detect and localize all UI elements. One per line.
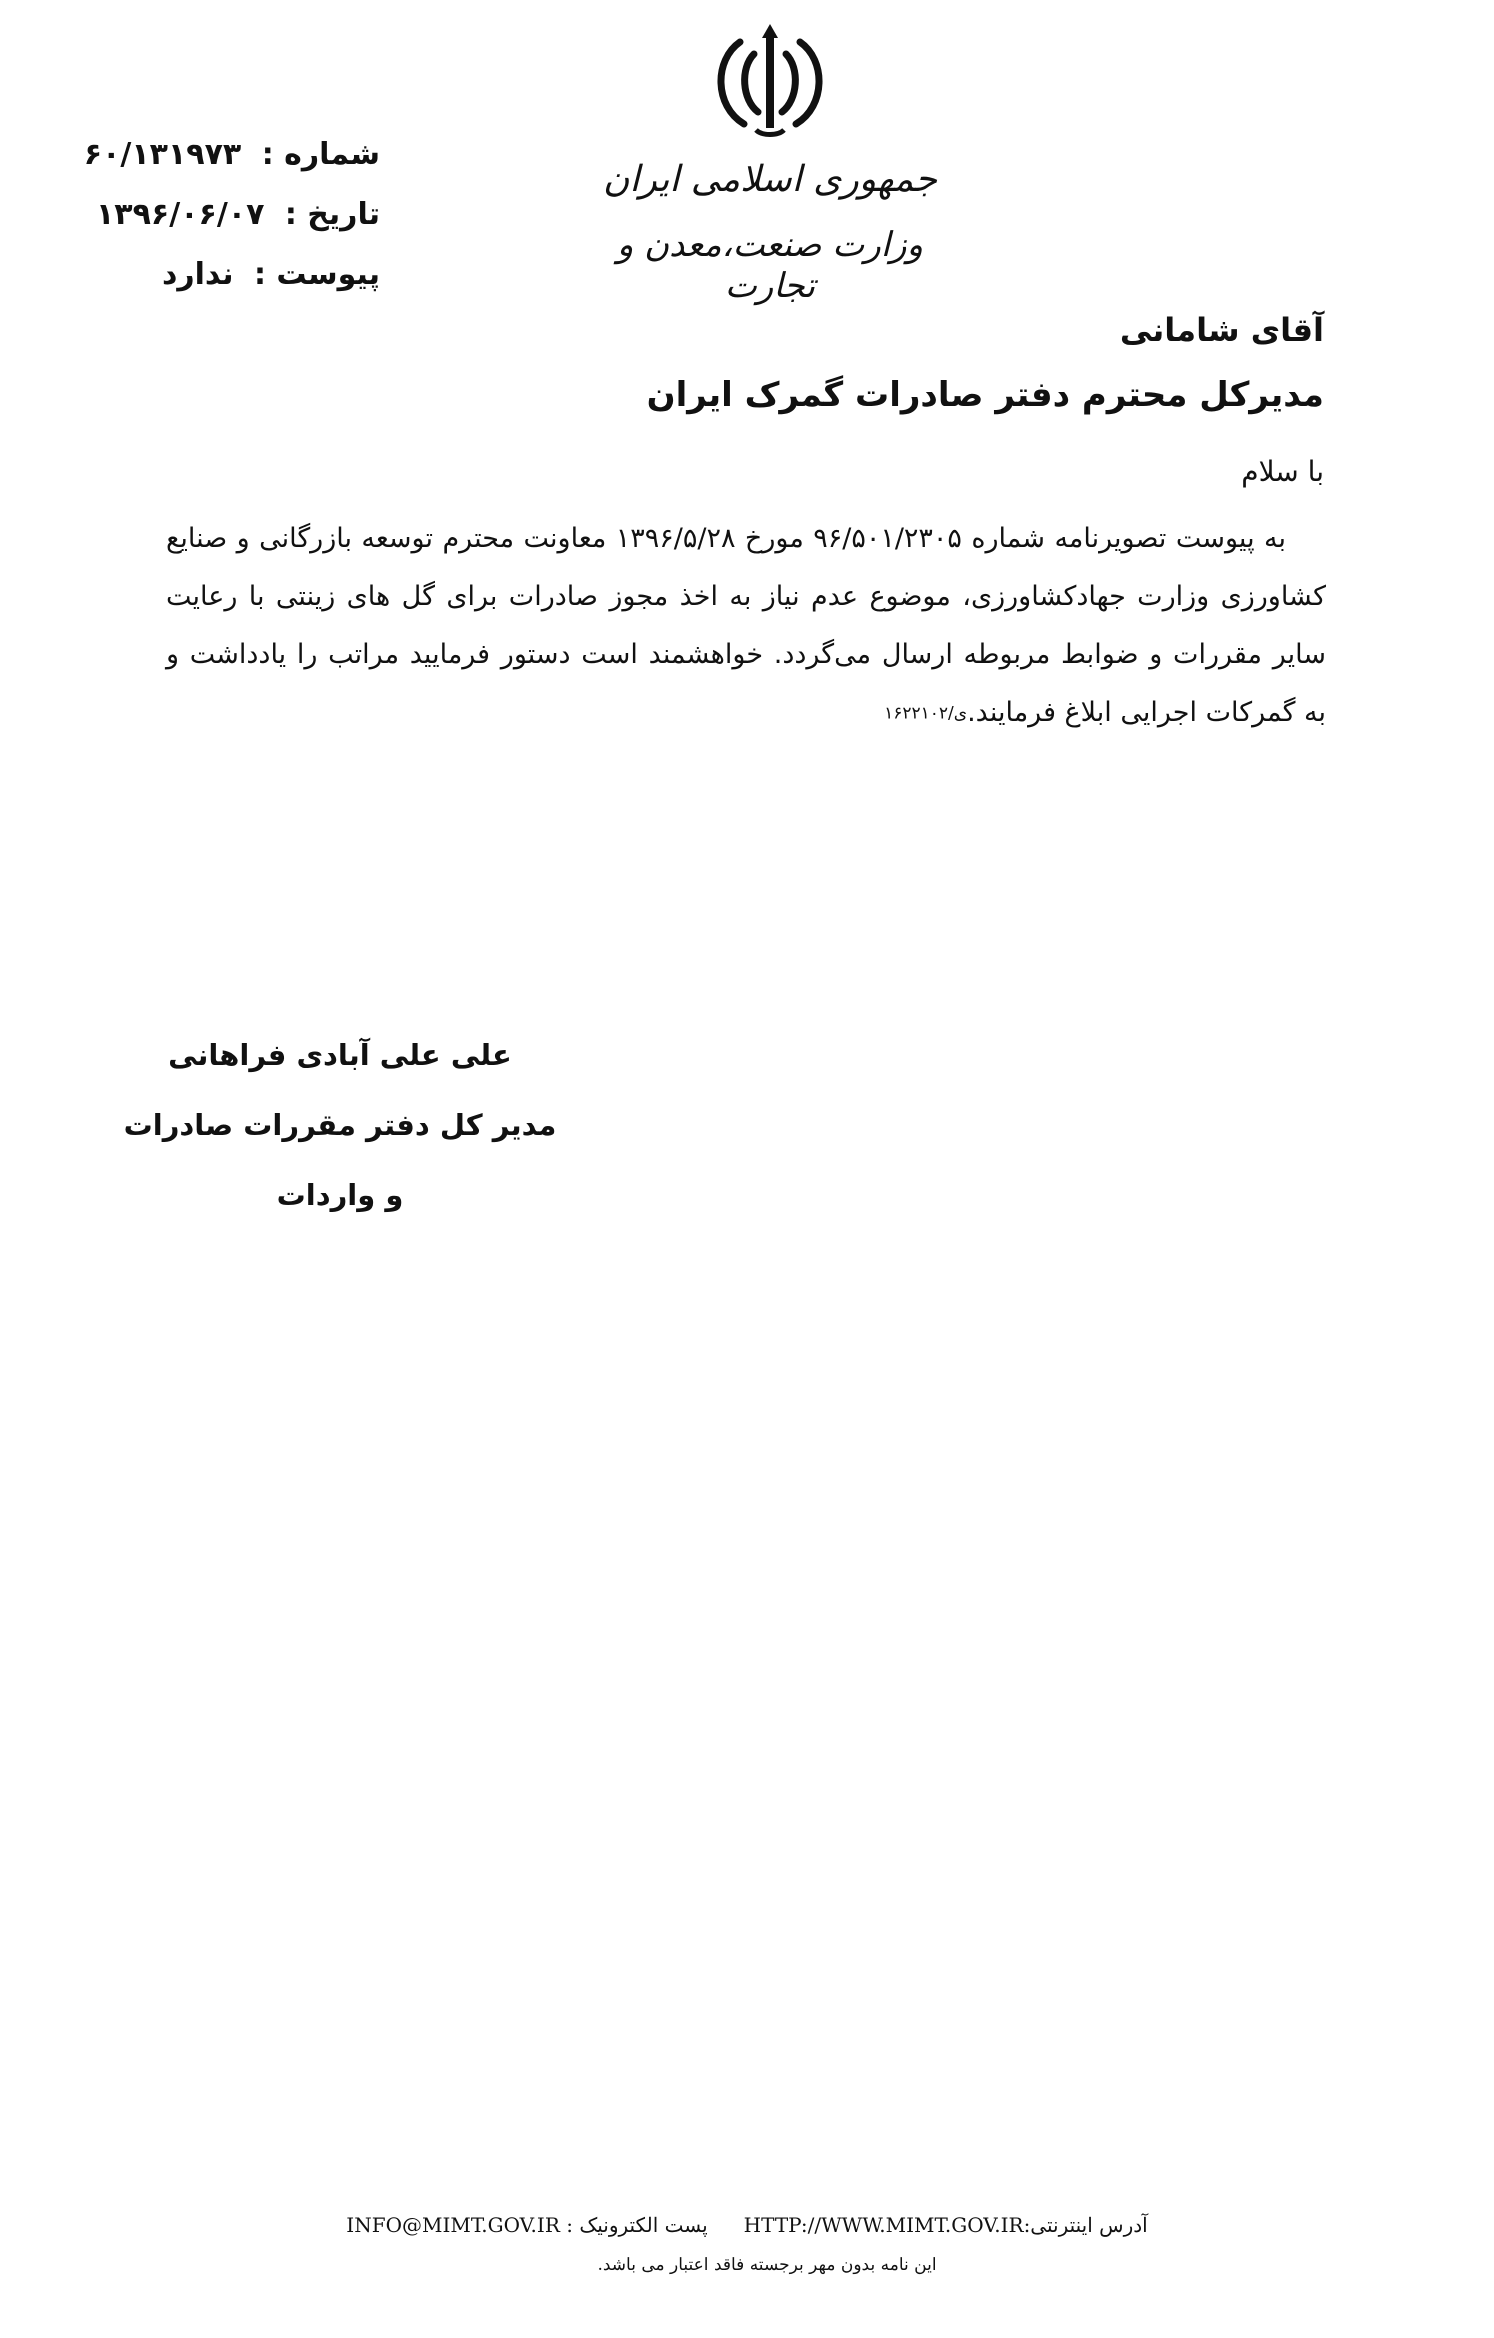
letter-attachment-label: پیوست : <box>253 257 380 292</box>
footer-email-label: پست الکترونیک : <box>566 2213 708 2237</box>
greeting: با سلام <box>1241 455 1324 488</box>
recipient-name: آقای شامانی <box>1119 311 1324 349</box>
footer-contacts <box>0 2205 1494 2245</box>
letter-attachment <box>60 245 380 305</box>
footer <box>0 2205 1494 2285</box>
signature-block <box>110 1020 570 1230</box>
letter-date <box>60 185 380 245</box>
footer-website-label: آدرس اینترنتی: <box>1023 2213 1148 2237</box>
footer-website-url[interactable]: HTTP://WWW.MIMT.GOV.IR <box>743 2213 1024 2237</box>
letter-body-text: به پیوست تصویرنامه شماره ۹۶/۵۰۱/۲۳۰۵ مورخ ۱۳۹۶/۵/۲۸ معاونت محترم توسعه بازرگانی و صنایع کشاورزی وزارت جهادکشاورزی، موضوع عدم نیاز به اخذ مجوز صادرات برای گل های زینتی با رعایت سایر مقررات و ضوابط مربوطه ارسال می‌گردد. خواهشمند است دستور فرمایید مراتب را یادداشت و به گمرکات اجرایی ابلاغ فرمایند. <box>166 523 1326 728</box>
signatory-title: مدیر کل دفتر مقررات صادرات و واردات <box>123 1108 557 1212</box>
letter-ref-code: ی/۱۶۲۲۱۰۲ <box>884 703 968 724</box>
letter-date-value: ۱۳۹۶/۰۶/۰۷ <box>96 197 265 232</box>
letter-date-label: تاریخ : <box>284 197 380 232</box>
footer-note: این نامه بدون مهر برجسته فاقد اعتبار می باشد. <box>597 2255 937 2275</box>
ministry-name: وزارت صنعت،معدن و تجارت <box>616 225 924 306</box>
recipient-title: مدیرکل محترم دفتر صادرات گمرک ایران <box>646 375 1324 415</box>
letter-body <box>166 510 1326 743</box>
letter-attachment-value: ندارد <box>161 257 234 292</box>
recipient-block <box>624 300 1324 430</box>
footer-website <box>744 2205 1148 2245</box>
letter-number-value: ۶۰/۱۳۱۹۷۳ <box>83 137 242 172</box>
footer-email-address[interactable]: INFO@MIMT.GOV.IR <box>346 2213 560 2237</box>
letter-number <box>60 125 380 185</box>
letter-number-label: شماره : <box>261 137 380 172</box>
letterhead <box>600 20 940 310</box>
signatory-name: علی علی آبادی فراهانی <box>168 1038 512 1072</box>
government-name: جمهوری اسلامی ایران <box>603 159 937 200</box>
reference-block <box>60 125 380 305</box>
iran-emblem-icon <box>700 20 840 140</box>
footer-email <box>346 2205 707 2245</box>
